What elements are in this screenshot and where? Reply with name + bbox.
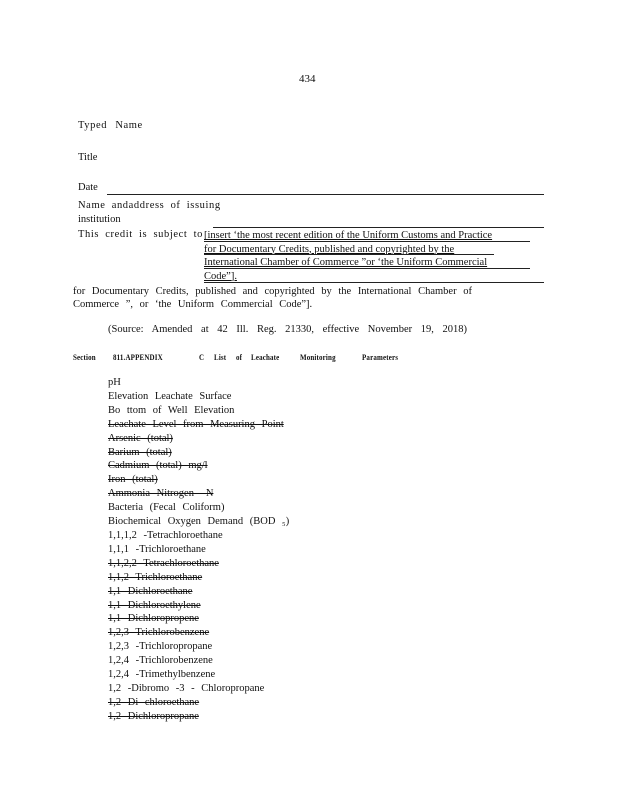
heading-parameters: Parameters [362,352,399,362]
continued-line-1: for Documentary Credits, published and copyrighted by the International Chamber of [73,286,472,297]
parameter-item-deleted: Barium (total) [108,446,172,458]
parameter-item: 1,2,4 -Trichlorobenzene [108,655,213,667]
parameter-item: 1,2 -Dibromo -3 - Chloropropane [108,682,265,694]
parameter-item-deleted: 1,1,2 Trichloroethane [108,571,203,583]
parameter-item-deleted: 1,2 Di chloroethane [108,696,200,708]
parameter-item-deleted: Arsenic (total) [108,432,173,444]
parameter-item-deleted: 1,2 Dichloropropane [108,710,199,722]
name-address-label: Name andaddress of issuing [78,200,221,211]
institution-label: institution [78,214,121,225]
parameter-item-deleted: 1,2,3 Trichlorobenzene [108,627,210,639]
insert-underline-3 [204,268,530,269]
continued-line-2: Commerce ”, or ‘the Uniform Commercial Code”]. [73,299,313,310]
parameter-item: pH [108,377,121,388]
appendix-label: 811.APPENDIX [113,352,163,362]
section-label: Section [73,352,96,362]
insert-line-4: Code”]. [204,270,237,282]
parameter-item-deleted: Leachate Level from Measuring Point [108,418,284,430]
parameter-item-deleted: 1,1 Dichloropropene [108,613,199,625]
title-label: Title [78,152,98,163]
page-number: 434 [299,73,316,85]
parameter-item: 1,1,1,2 -Tetrachloroethane [108,529,223,541]
insert-clause [204,229,530,283]
parameter-item: 1,2,4 -Trimethylbenzene [108,669,216,681]
parameter-item: 1,1,1 -Trichloroethane [108,543,206,555]
parameter-item-deleted: 1,1,2,2 Tetrachloroethane [108,557,219,569]
credit-subject-label: This credit is subject to [78,229,203,240]
parameter-item: Bo ttom of Well Elevation [108,404,235,416]
parameter-item: Elevation Leachate Surface [108,390,232,402]
insert-underline-2 [204,254,494,255]
typed-name-label: Typed Name [78,120,143,131]
insert-line-2: for Documentary Credits, published and copyrighted by the [204,243,455,255]
parameter-item-deleted: 1,1 Dichloroethylene [108,599,201,611]
insert-underline-1 [204,241,530,242]
parameter-list [108,376,289,724]
insert-line-1: [insert ‘the most recent edition of the Uniform Customs and Practice [204,230,493,241]
name-address-line [213,227,544,228]
parameter-item: Biochemical Oxygen Demand (BOD ₅) [108,516,290,528]
parameter-item-deleted: Iron (total) [108,474,158,486]
parameter-item-deleted: Cadmium (total) mg/l [108,460,208,472]
date-label: Date [78,182,98,193]
heading-monitoring: Monitoring [300,352,336,362]
parameter-item: 1,2,3 -Trichloropropane [108,641,213,653]
date-signature-line [107,194,544,195]
heading-list: List [214,352,227,362]
heading-of: of [236,352,243,362]
appendix-letter: C [199,352,205,362]
insert-line-3: International Chamber of Commerce ”or ‘the Uniform Commercial [204,257,488,268]
parameter-item: Bacteria (Fecal Coliform) [108,502,225,514]
parameter-item-deleted: 1,1 Dichloroethane [108,585,193,597]
source-note: (Source: Amended at 42 Ill. Reg. 21330, effective November 19, 2018) [108,324,467,335]
parameter-item-deleted: Ammonia Nitrogen –N [108,488,214,500]
heading-leachate: Leachate [251,352,280,362]
insert-underline-4 [204,282,544,283]
